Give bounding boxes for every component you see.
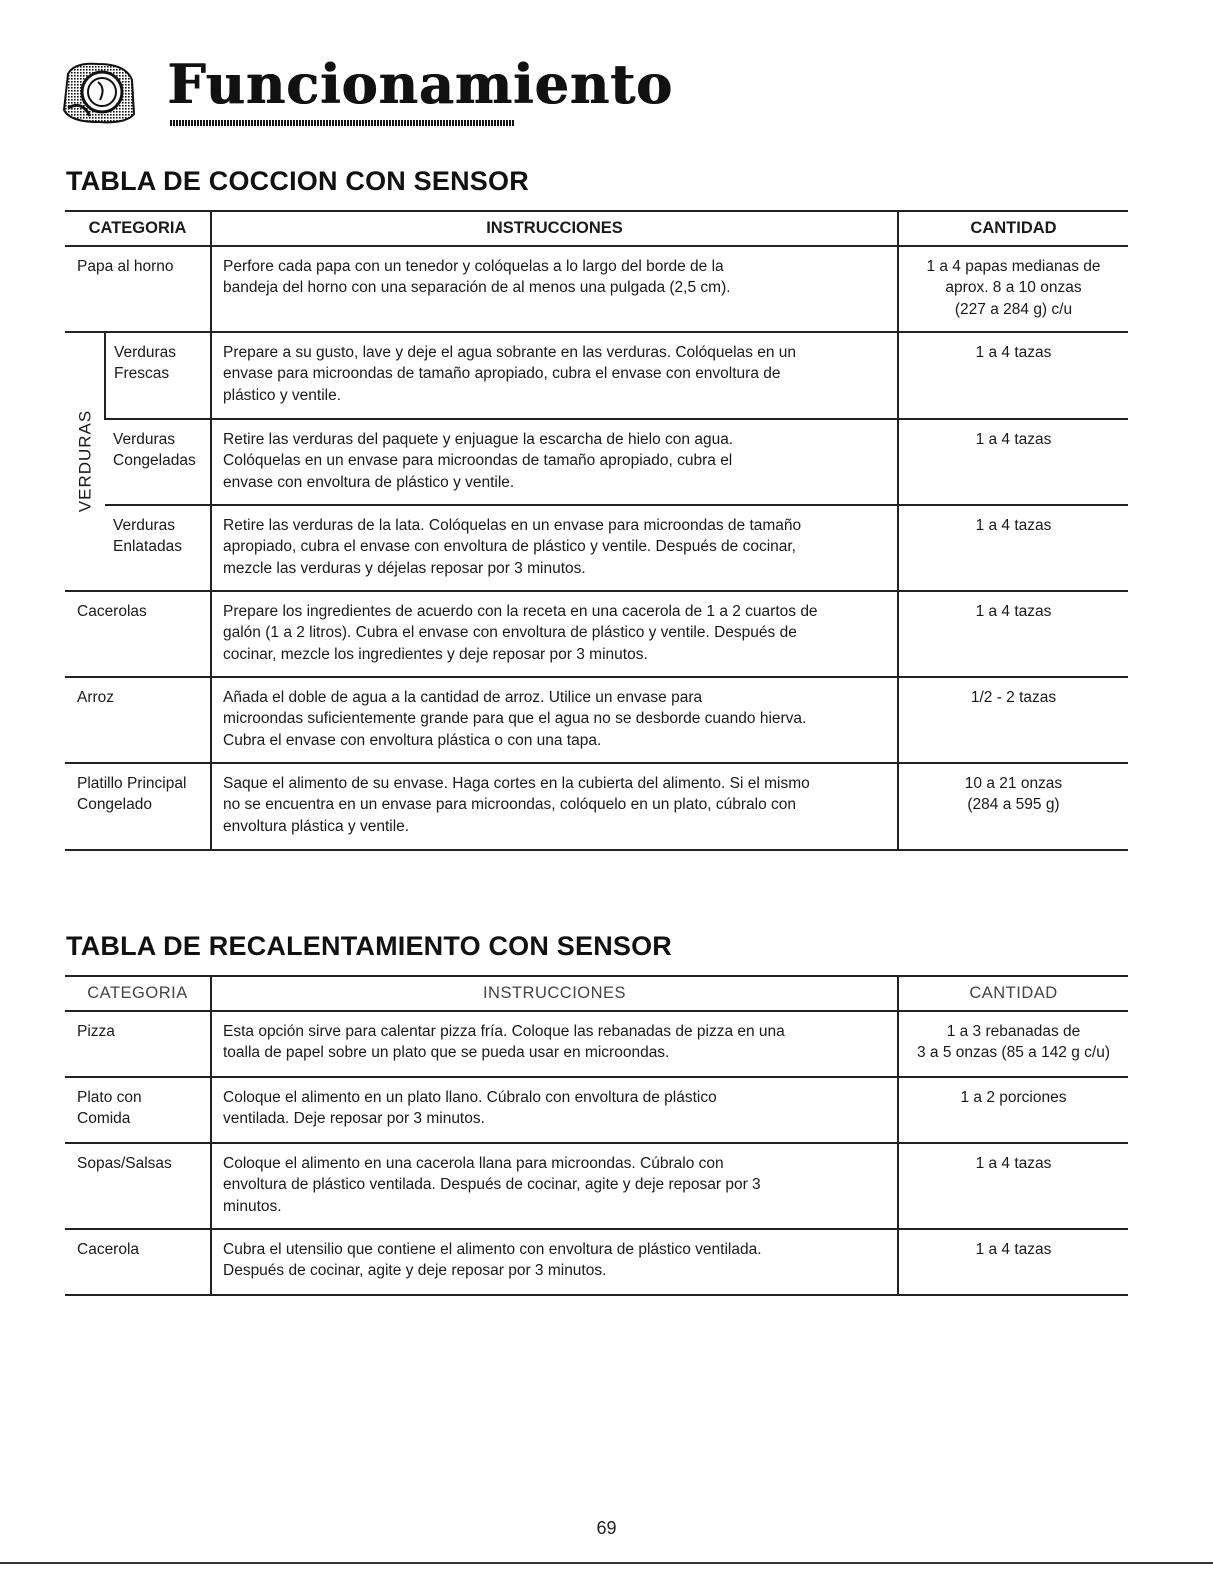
title-underline (170, 120, 515, 126)
header-instructions: INSTRUCCIONES (211, 976, 898, 1011)
vegetables-group-label: VERDURAS (65, 332, 105, 591)
header-quantity: CANTIDAD (898, 976, 1128, 1011)
row-category: Sopas/Salsas (65, 1143, 211, 1229)
table-header-row (65, 976, 1128, 1011)
table-row (65, 763, 1128, 850)
row-category: Verduras Congeladas (105, 419, 211, 505)
row-instructions: Prepare a su gusto, lave y deje el agua sobrante en las verduras. Colóquelas en un envase para microondas de tamaño apropiado, cubra el envase con envoltura de plástico y ventile. (211, 332, 898, 419)
table-row (65, 677, 1128, 763)
table-row (65, 1011, 1128, 1077)
row-quantity: 1 a 4 tazas (898, 505, 1128, 591)
cooking-sensor-table (65, 210, 1128, 851)
page-title: Funcionamiento (167, 52, 673, 116)
row-category: Verduras Frescas (105, 332, 211, 419)
cooking-table-title: TABLA DE COCCION CON SENSOR (66, 166, 529, 196)
row-instructions: Coloque el alimento en una cacerola llana para microondas. Cúbralo con envoltura de plástico ventilada. Después de cocinar, agite y deje reposar por 3 minutos. (211, 1143, 898, 1229)
table-row (65, 332, 1128, 419)
header-category: CATEGORIA (65, 976, 211, 1011)
row-instructions: Saque el alimento de su envase. Haga cortes en la cubierta del alimento. Si el mismo no se encuentra en un envase para microondas, colóquelo en un plato, cúbralo con envoltura plástica y ventile. (211, 763, 898, 850)
header-instructions: INSTRUCCIONES (211, 211, 898, 246)
reheat-sensor-table (65, 975, 1128, 1296)
header-category: CATEGORIA (65, 211, 211, 246)
row-quantity: 1 a 4 tazas (898, 1229, 1128, 1295)
table-row (65, 1077, 1128, 1143)
page-number: 69 (596, 1518, 617, 1538)
row-category: Pizza (65, 1011, 211, 1077)
row-quantity: 1 a 4 tazas (898, 419, 1128, 505)
table-header-row (65, 211, 1128, 246)
row-instructions: Perfore cada papa con un tenedor y colóquelas a lo largo del borde de la bandeja del horno con una separación de al menos una pulgada (2,5 cm). (211, 246, 898, 332)
microwave-knob-icon (62, 60, 136, 126)
header-quantity: CANTIDAD (898, 211, 1128, 246)
row-instructions: Añada el doble de agua a la cantidad de arroz. Utilice un envase para microondas suficientemente grande para que el agua no se desborde cuando hierva. Cubra el envase con envoltura plástica o con una tapa. (211, 677, 898, 763)
table-row (65, 419, 1128, 505)
row-quantity: 1 a 4 tazas (898, 591, 1128, 677)
bottom-rule (0, 1562, 1213, 1564)
table-row (65, 505, 1128, 591)
row-instructions: Coloque el alimento en un plato llano. Cúbralo con envoltura de plástico ventilada. Deje reposar por 3 minutos. (211, 1077, 898, 1143)
row-instructions: Retire las verduras del paquete y enjuague la escarcha de hielo con agua. Colóquelas en un envase para microondas de tamaño apropiado, cubra el envase con envoltura de plástico y ventile. (211, 419, 898, 505)
row-quantity: 10 a 21 onzas (284 a 595 g) (898, 763, 1128, 850)
table-row (65, 246, 1128, 332)
page-header (62, 52, 673, 132)
table-row (65, 1143, 1128, 1229)
reheat-table-title: TABLA DE RECALENTAMIENTO CON SENSOR (66, 931, 673, 961)
row-quantity: 1/2 - 2 tazas (898, 677, 1128, 763)
table-row (65, 591, 1128, 677)
table-row (65, 1229, 1128, 1295)
row-category: Verduras Enlatadas (105, 505, 211, 591)
row-category: Cacerola (65, 1229, 211, 1295)
row-instructions: Prepare los ingredientes de acuerdo con la receta en una cacerola de 1 a 2 cuartos de galón (1 a 2 litros). Cubra el envase con envoltura de plástico y ventile. Después de cocinar, mezcle los ingredientes y deje reposar por 3 minutos. (211, 591, 898, 677)
row-category: Arroz (65, 677, 211, 763)
row-instructions: Retire las verduras de la lata. Colóquelas en un envase para microondas de tamaño apropiado, cubra el envase con envoltura de plástico y ventile. Después de cocinar, mezcle las verduras y déjelas reposar por 3 minutos. (211, 505, 898, 591)
row-category: Platillo Principal Congelado (65, 763, 211, 850)
row-quantity: 1 a 4 papas medianas de aprox. 8 a 10 onzas (227 a 284 g) c/u (898, 246, 1128, 332)
row-category: Papa al horno (65, 246, 211, 332)
row-quantity: 1 a 2 porciones (898, 1077, 1128, 1143)
row-category: Cacerolas (65, 591, 211, 677)
row-instructions: Esta opción sirve para calentar pizza fría. Coloque las rebanadas de pizza en una toalla de papel sobre un plato que se pueda usar en microondas. (211, 1011, 898, 1077)
row-category: Plato con Comida (65, 1077, 211, 1143)
row-quantity: 1 a 4 tazas (898, 1143, 1128, 1229)
row-instructions: Cubra el utensilio que contiene el alimento con envoltura de plástico ventilada. Después de cocinar, agite y deje reposar por 3 minutos. (211, 1229, 898, 1295)
row-quantity: 1 a 4 tazas (898, 332, 1128, 419)
row-quantity: 1 a 3 rebanadas de 3 a 5 onzas (85 a 142 g c/u) (898, 1011, 1128, 1077)
